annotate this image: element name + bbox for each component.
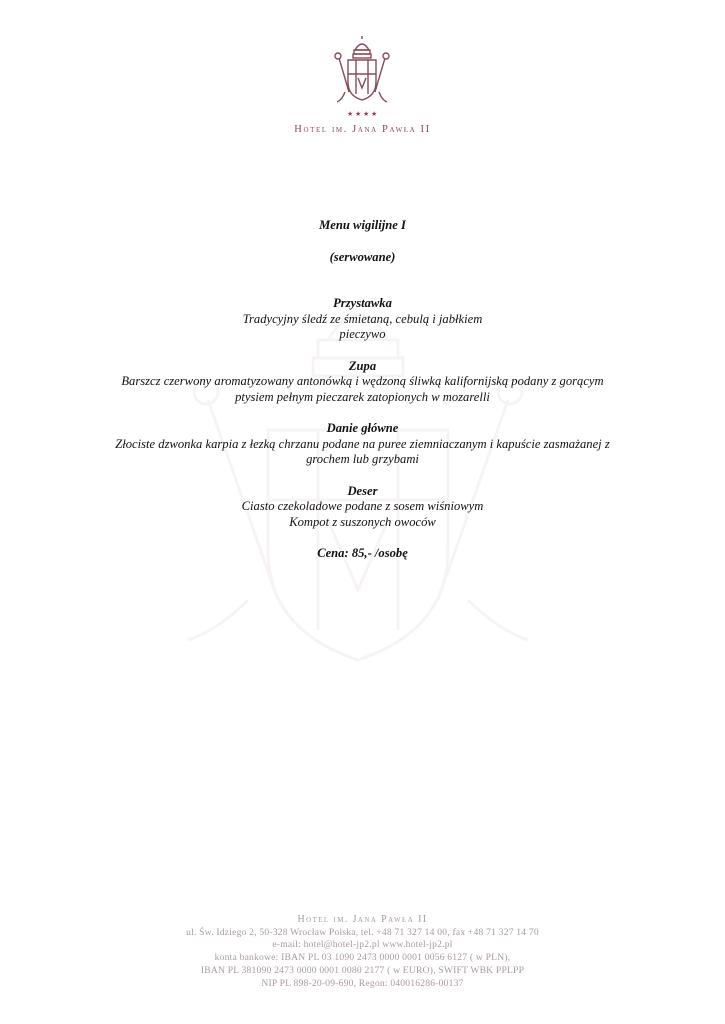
svg-text:★: ★ <box>347 110 354 118</box>
section-heading-starter: Przystawka <box>333 296 392 310</box>
menu-subtitle: (serwowane) <box>329 249 396 264</box>
footer-tax-ids: NIP PL 898-20-09-690, Regon: 040016286-00137 <box>261 977 464 989</box>
footer-hotel-name: Hotel im. Jana Pawła II <box>297 914 428 925</box>
hotel-crest-icon <box>325 36 399 120</box>
hotel-name: Hotel im. Jana Pawła II <box>294 124 431 135</box>
section-heading-main: Danie główne <box>326 421 399 435</box>
menu-line: Tradycyjny śledź ze śmietaną, cebulą i jabłkiem <box>242 311 483 326</box>
menu-price: Cena: 85,- /osobę <box>317 546 408 560</box>
menu-line: Ciasto czekoladowe podane z sosem wiśniowym <box>241 499 484 513</box>
menu-line: Złociste dzwonka karpia z łezką chrzanu podane na puree ziemniaczanym i kapuście zasmażanej z <box>115 436 610 451</box>
svg-text:★: ★ <box>363 110 370 118</box>
menu-line: Barszcz czerwony aromatyzowany antonówką i wędzoną śliwką kalifornijską podany z gorącym <box>121 374 604 388</box>
section-heading-soup: Zupa <box>348 358 377 373</box>
menu-line: grochem lub grzybami <box>306 452 419 466</box>
menu-line: Kompot z suszonych owoców <box>289 514 436 529</box>
footer-address: ul. Św. Idziego 2, 50-328 Wrocław Polska, tel. +48 71 327 14 00, fax +48 71 327 14 70 <box>186 926 539 938</box>
footer-bank-eur: IBAN PL 381090 2473 0000 0001 0080 2177 ( w EURO), SWIFT WBK PPLPP <box>200 964 525 976</box>
menu-line: ptysiem pełnym pieczarek zatopionych w mozarelli <box>235 389 490 404</box>
footer <box>0 914 725 990</box>
menu-title: Menu wigilijne I <box>319 218 406 232</box>
footer-contact: e-mail: hotel@hotel-jp2.pl www.hotel-jp2.pl <box>272 939 453 951</box>
svg-text:★: ★ <box>371 110 378 118</box>
menu-line: pieczywo <box>339 327 386 341</box>
svg-text:★: ★ <box>355 110 362 118</box>
section-heading-dessert: Deser <box>347 483 378 498</box>
footer-bank-pln: konta bankowe: IBAN PL 03 1090 2473 0000 0001 0056 6127 ( w PLN), <box>214 952 511 964</box>
menu-content <box>0 218 725 562</box>
